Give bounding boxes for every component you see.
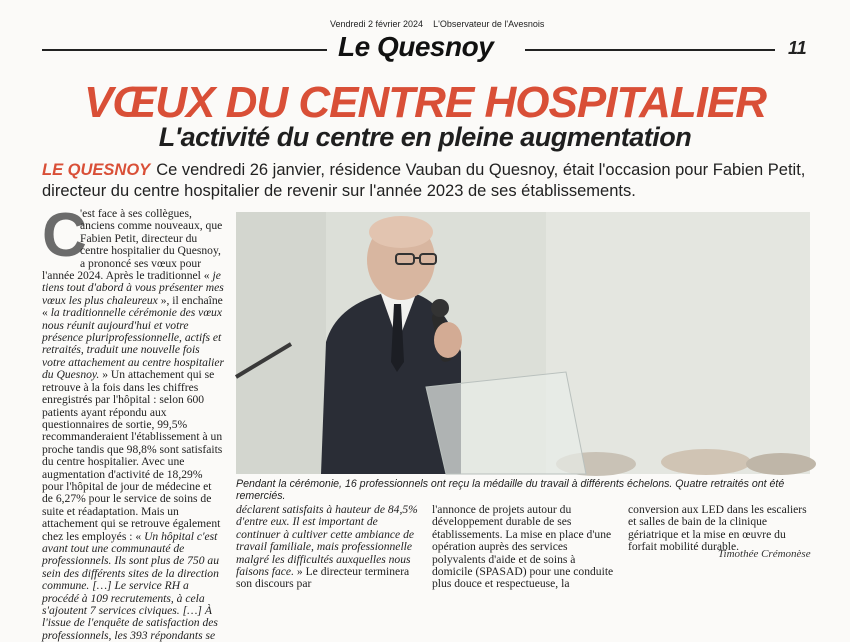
col1-body: » Un attachement qui se retrouve à la fois dans les chiffres enregistrés par l'hôpital : selon 600 patients ayant répondu aux questionnaires de sortie, 99,5% recommanderaient l'établissement à un proche tandis que 98,8% sont satisfaits du centre hospitalier. Avec une augmentation d'activité de 18,29% pour l'hôpital de jour de médecine et de 6,27% pour le service de soins de suite et réadaptation. Mais un attachement qui se retrouve également chez les employés : « (42, 368, 223, 543)
ceremony-photo (236, 212, 810, 474)
col2-body: » Le directeur terminera son discours par (236, 565, 410, 591)
lead-text: Ce vendredi 26 janvier, résidence Vauban du Quesnoy, était l'occasion pour Fabien Petit, directeur du centre hospitalier de revenir sur l'année 2023 de ses établissements. (42, 161, 806, 200)
quote-community: Un hôpital c'est avant tout une communauté de professionnels. Ils sont plus de 750 au sein des différents sites de la direction commune. […] Le service RH a procédé à 109 recrutements, à cela s'ajoutent 7 services civiques. […] À l'issue de l'enquête de satisfaction des professionnels, les 393 répondants se (42, 529, 220, 642)
article-lead (42, 160, 822, 202)
article-column-1 (42, 201, 225, 642)
speaker-illustration (236, 212, 810, 474)
article-column-4: conversion aux LED dans les escaliers et salles de bain de la clinique gériatrique et la mise en œuvre du forfait mobilité durable. (628, 503, 807, 554)
photo-caption: Pendant la cérémonie, 16 professionnels ont reçu la médaille du travail à différents échelons. Quatre retraités ont été remerciés. (236, 478, 785, 502)
quote-satisfaction: déclarent satisfaits à hauteur de 84,5% d'entre eux. Il est important de continuer à cultiver cette ambiance de travail familiale, mais professionnelle malgré les difficultés auxquelles nous faisons face. (236, 503, 418, 579)
header-rule-left (42, 49, 327, 51)
quote-ceremony: la traditionnelle cérémonie des vœux nous réunit aujourd'hui et votre présence pluriprofessionnelle, actifs et retraités, traduit une nouvelle fois votre attachement au centre hospitalier du Quesnoy. (42, 306, 225, 382)
page-number: 11 (788, 38, 807, 58)
issue-date-line (330, 19, 544, 29)
page-header (0, 0, 850, 70)
newspaper-name: L'Observateur de l'Avesnois (433, 19, 545, 29)
lead-place: LE QUESNOY (42, 161, 151, 179)
article-headline: VŒUX DU CENTRE HOSPITALIER (83, 78, 767, 127)
article-subheadline: L'activité du centre en pleine augmentation (158, 122, 692, 152)
issue-date: Vendredi 2 février 2024 (330, 19, 424, 29)
header-rule-right (525, 49, 775, 51)
col1-intro: 'est face à ses collègues, anciens comme nouveaux, que Fabien Petit, directeur du centre hospitalier du Quesnoy, a prononcé ses vœux pour l'année 2024. Après le traditionnel « (42, 207, 223, 283)
article-column-3: l'annonce de projets autour du développement durable de ses établissements. La mise en place d'une opération auprès des services polyvalents d'aide et de soins à domicile (SPASAD) pour une conduite plus douce et respectueuse, la (432, 503, 614, 591)
col1-mid: », il enchaîne « (42, 293, 223, 320)
article-column-2 (236, 504, 419, 591)
drop-cap: C (42, 201, 87, 270)
section-title: Le Quesnoy (338, 31, 494, 62)
quote-wishes: je tiens tout d'abord à vous présenter mes vœux les plus chaleureux (42, 269, 224, 307)
author-signature: Timothée Crémonèse (718, 548, 811, 560)
